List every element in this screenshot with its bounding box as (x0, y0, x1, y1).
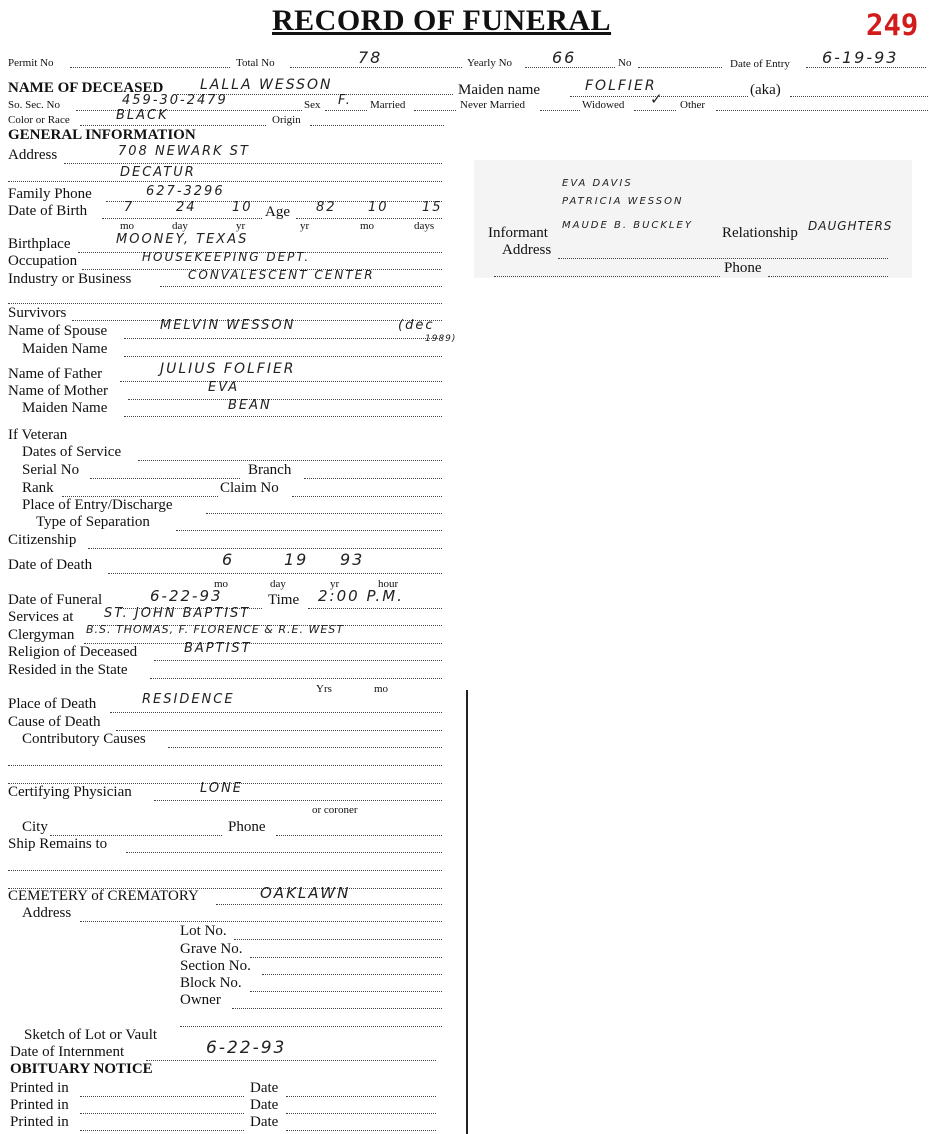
printed-date-label-2: Date (250, 1097, 279, 1113)
lot-label: Lot No. (180, 923, 227, 939)
mother-maiden-label: Maiden Name (22, 400, 108, 416)
birthplace-value: MOONEY, TEXAS (116, 232, 249, 247)
time-value: 2:00 P.M. (318, 587, 404, 605)
internment-line (146, 1048, 436, 1061)
permit-line (70, 55, 230, 68)
claim-line (292, 484, 442, 497)
spouse-label: Name of Spouse (8, 323, 108, 339)
maiden-value: FOLFIER (585, 78, 657, 94)
cemetery-address-label: Address (22, 905, 72, 921)
internment-value: 6-22-93 (206, 1038, 287, 1058)
services-label: Services at (8, 609, 74, 625)
married-line (414, 98, 456, 111)
rank-label: Rank (22, 480, 54, 496)
sex-label: Sex (304, 99, 321, 111)
physician-phone-line (276, 823, 442, 836)
branch-label: Branch (248, 462, 292, 478)
section-line (262, 962, 442, 975)
spouse-note-year: 1989) (425, 334, 457, 344)
ship-remains-label: Ship Remains to (8, 836, 108, 852)
printed-date-label-3: Date (250, 1114, 279, 1130)
age-yr-caption: yr (300, 220, 310, 232)
survivors-label: Survivors (8, 305, 67, 321)
entry-discharge-line (206, 501, 442, 514)
mother-maiden-value: BEAN (228, 398, 272, 413)
printed-in-line-2 (80, 1101, 244, 1114)
father-value: JULIUS FOLFIER (160, 361, 296, 377)
aka-label: (aka) (750, 82, 781, 98)
informant-phone-label: Phone (724, 260, 762, 276)
family-phone-value: 627-3296 (146, 184, 225, 199)
cause-death-line (116, 718, 442, 731)
industry-line2 (8, 291, 442, 304)
entry-discharge-label: Place of Entry/Discharge (22, 497, 173, 513)
serial-label: Serial No (22, 462, 80, 478)
owner-label: Owner (180, 992, 221, 1008)
never-married-label: Never Married (460, 99, 526, 111)
lot-line (234, 927, 442, 940)
spouse-note: (dec (398, 318, 435, 333)
informant-address-line (558, 246, 888, 259)
name-label: NAME OF DECEASED (8, 80, 164, 96)
dob-month: 7 (124, 200, 135, 215)
race-value: BLACK (116, 108, 169, 123)
age-mo-caption: mo (360, 220, 375, 232)
coroner-caption: or coroner (312, 804, 358, 816)
other-label: Other (680, 99, 706, 111)
informant-name-2: PATRICIA WESSON (562, 196, 684, 207)
contributory-label: Contributory Causes (22, 731, 146, 747)
age-months: 10 (368, 200, 389, 215)
mother-line (128, 387, 442, 400)
informant-address-label: Address (502, 242, 552, 258)
spouse-value: MELVIN WESSON (160, 318, 296, 333)
veteran-label: If Veteran (8, 427, 68, 443)
spouse-maiden-line (124, 344, 442, 357)
ssn-value: 459-30-2479 (122, 93, 228, 108)
family-phone-label: Family Phone (8, 186, 92, 202)
city-line (50, 823, 222, 836)
printed-date-line-1 (286, 1084, 436, 1097)
yearly-label: Yearly No (467, 57, 513, 69)
dob-day: 24 (176, 200, 197, 215)
death-day: 19 (284, 550, 309, 569)
yearly-value: 66 (552, 48, 577, 67)
no-line (638, 55, 722, 68)
block-label: Block No. (180, 975, 242, 991)
place-death-label: Place of Death (8, 696, 97, 712)
death-mo-caption: mo (214, 578, 229, 590)
age-label: Age (265, 204, 290, 220)
cemetery-label: CEMETERY of CREMATORY (8, 888, 199, 904)
page-title: RECORD OF FUNERAL (272, 4, 612, 37)
physician-phone-label: Phone (228, 819, 266, 835)
contributory-line2 (8, 753, 442, 766)
name-value: LALLA WESSON (200, 77, 333, 93)
separation-line (176, 518, 442, 531)
death-month: 6 (222, 550, 235, 569)
mother-maiden-line (124, 404, 442, 417)
resided-line (150, 666, 442, 679)
death-hour-caption: hour (378, 578, 399, 590)
other-line (716, 98, 928, 111)
origin-label: Origin (272, 114, 301, 126)
dob-day-caption: day (172, 220, 188, 232)
clergyman-label: Clergyman (8, 627, 75, 643)
time-label: Time (268, 592, 300, 608)
dob-year: 10 (232, 200, 253, 215)
age-days-caption: days (414, 220, 435, 232)
dob-yr-caption: yr (236, 220, 246, 232)
death-date-line (108, 561, 442, 574)
no-label: No (618, 57, 632, 69)
physician-value: LONE (200, 781, 244, 796)
ship-remains-line2 (8, 858, 442, 871)
internment-label: Date of Internment (10, 1044, 125, 1060)
dob-label: Date of Birth (8, 203, 88, 219)
age-days: 15 (422, 200, 443, 215)
printed-in-label-1: Printed in (10, 1080, 69, 1096)
occupation-value: HOUSEKEEPING DEPT. (142, 250, 311, 264)
obituary-heading: OBITUARY NOTICE (10, 1061, 153, 1077)
printed-in-label-3: Printed in (10, 1114, 69, 1130)
physician-line (154, 788, 442, 801)
age-years: 82 (316, 200, 337, 215)
claim-label: Claim No (220, 480, 279, 496)
place-death-value: RESIDENCE (142, 692, 235, 707)
dob-mo-caption: mo (120, 220, 135, 232)
printed-in-line-1 (80, 1084, 244, 1097)
spouse-maiden-label: Maiden Name (22, 341, 108, 357)
printed-date-line-3 (286, 1118, 436, 1131)
rank-line (62, 484, 218, 497)
entry-date-label: Date of Entry (730, 58, 790, 70)
origin-line (310, 113, 444, 126)
never-married-line (540, 98, 580, 111)
resided-yrs-caption: Yrs (316, 683, 332, 695)
death-date-label: Date of Death (8, 557, 93, 573)
cemetery-address-line (80, 909, 442, 922)
ship-remains-line (126, 840, 442, 853)
religion-value: BAPTIST (184, 641, 252, 656)
death-year: 93 (340, 550, 365, 569)
owner-line (232, 996, 442, 1009)
general-info-heading: GENERAL INFORMATION (8, 127, 196, 143)
printed-in-label-2: Printed in (10, 1097, 69, 1113)
death-day-caption: day (270, 578, 286, 590)
address-value2: DECATUR (120, 165, 196, 180)
aka-line (790, 84, 928, 97)
cause-death-label: Cause of Death (8, 714, 101, 730)
maiden-label: Maiden name (458, 82, 541, 98)
resided-mo-caption: mo (374, 683, 389, 695)
funeral-date-label: Date of Funeral (8, 592, 103, 608)
grave-line (250, 945, 442, 958)
birthplace-label: Birthplace (8, 236, 71, 252)
cemetery-value: OAKLAWN (260, 884, 351, 902)
total-label: Total No (236, 57, 275, 69)
city-label: City (22, 819, 48, 835)
contributory-line (168, 735, 442, 748)
informant-name-3: MAUDE B. BUCKLEY (562, 220, 693, 231)
serial-line (90, 466, 240, 479)
block-line (250, 979, 442, 992)
permit-label: Permit No (8, 57, 54, 69)
services-value: ST. JOHN BAPTIST (104, 606, 251, 621)
mother-value: EVA (208, 380, 240, 395)
father-label: Name of Father (8, 366, 103, 382)
occupation-label: Occupation (8, 253, 78, 269)
owner-line2 (180, 1014, 442, 1027)
industry-label: Industry or Business (8, 271, 132, 287)
sketch-label: Sketch of Lot or Vault (24, 1027, 158, 1043)
funeral-date-value: 6-22-93 (150, 587, 223, 605)
citizenship-label: Citizenship (8, 532, 77, 548)
death-yr-caption: yr (330, 578, 340, 590)
relationship-label: Relationship (722, 225, 798, 241)
column-divider (466, 690, 468, 1134)
clergyman-value: B.S. THOMAS, F. FLORENCE & R.E. WEST (86, 623, 344, 636)
total-value: 78 (358, 48, 383, 67)
widowed-label: Widowed (582, 99, 625, 111)
mother-label: Name of Mother (8, 383, 108, 399)
industry-value: CONVALESCENT CENTER (188, 268, 375, 282)
grave-label: Grave No. (180, 941, 243, 957)
informant-label: Informant (488, 225, 548, 241)
entry-date-value: 6-19-93 (822, 48, 899, 67)
married-label: Married (370, 99, 406, 111)
physician-label: Certifying Physician (8, 784, 132, 800)
separation-label: Type of Separation (36, 514, 150, 530)
ssn-label: So. Sec. No (8, 99, 60, 111)
address-value1: 708 NEWARK ST (118, 144, 250, 159)
address-line2 (8, 169, 442, 182)
race-label: Color or Race (8, 114, 70, 126)
section-label: Section No. (180, 958, 251, 974)
service-dates-label: Dates of Service (22, 444, 122, 460)
religion-label: Religion of Deceased (8, 644, 138, 660)
informant-name-1: EVA DAVIS (562, 178, 633, 189)
resided-label: Resided in the State (8, 662, 128, 678)
informant-address-line2 (494, 264, 720, 277)
printed-in-line-3 (80, 1118, 244, 1131)
informant-phone-line (768, 264, 888, 277)
widowed-check: ✓ (650, 90, 665, 108)
race-line (80, 113, 266, 126)
printed-date-line-2 (286, 1101, 436, 1114)
service-dates-line (138, 448, 442, 461)
printed-date-label-1: Date (250, 1080, 279, 1096)
relationship-value: DAUGHTERS (808, 219, 893, 233)
citizenship-line (88, 536, 442, 549)
record-number: 249 (866, 8, 919, 42)
address-label: Address (8, 147, 58, 163)
sex-value: F. (338, 93, 352, 108)
branch-line (304, 466, 442, 479)
